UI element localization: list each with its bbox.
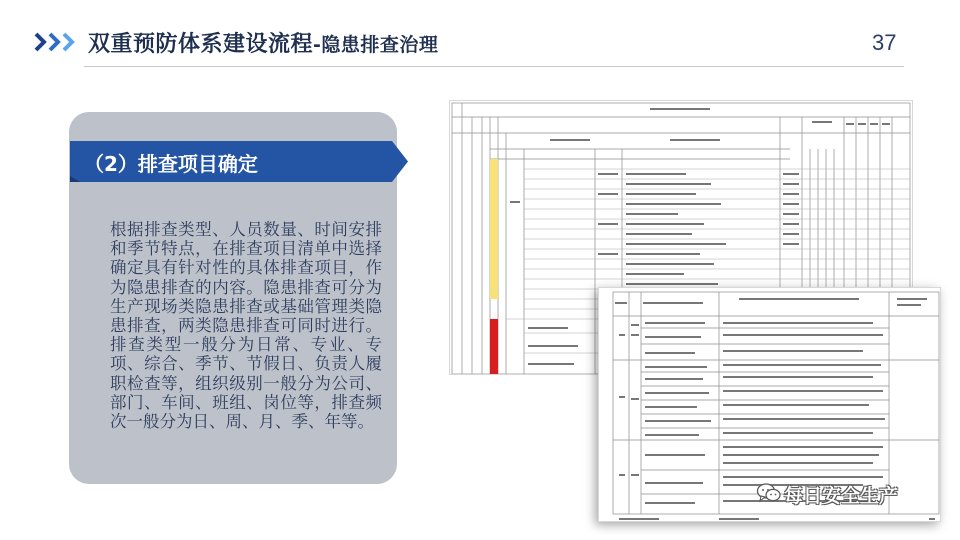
header-divider [84,66,904,67]
wechat-icon [756,482,782,504]
slide-title [88,27,438,58]
double-chevron-icon [34,31,78,53]
card-body-text: 根据排查类型、人员数量、时间安排和季节特点，在排查项目清单中选择确定具有针对性的具体排查项目，作为隐患排查的内容。隐患排查可分为生产现场类隐患排查或基础管理类隐患排查，两类隐患排查可同时进行。排查类型一般分为日常、专业、专项、综合、季节、节假日、负责人履职检查等，组织级别一般分为公司、部门、车间、班组、岗位等，排查频次一般分为日、周、月、季、年等。 [110,220,382,432]
watermark-text: 每日安全生产 [784,485,899,507]
page-number: 37 [872,30,897,55]
slide-title-sub: -隐患排查治理 [313,34,439,56]
slide-title-main: 双重预防体系建设流程 [88,32,314,57]
section-heading: （2）排查项目确定 [84,152,258,176]
